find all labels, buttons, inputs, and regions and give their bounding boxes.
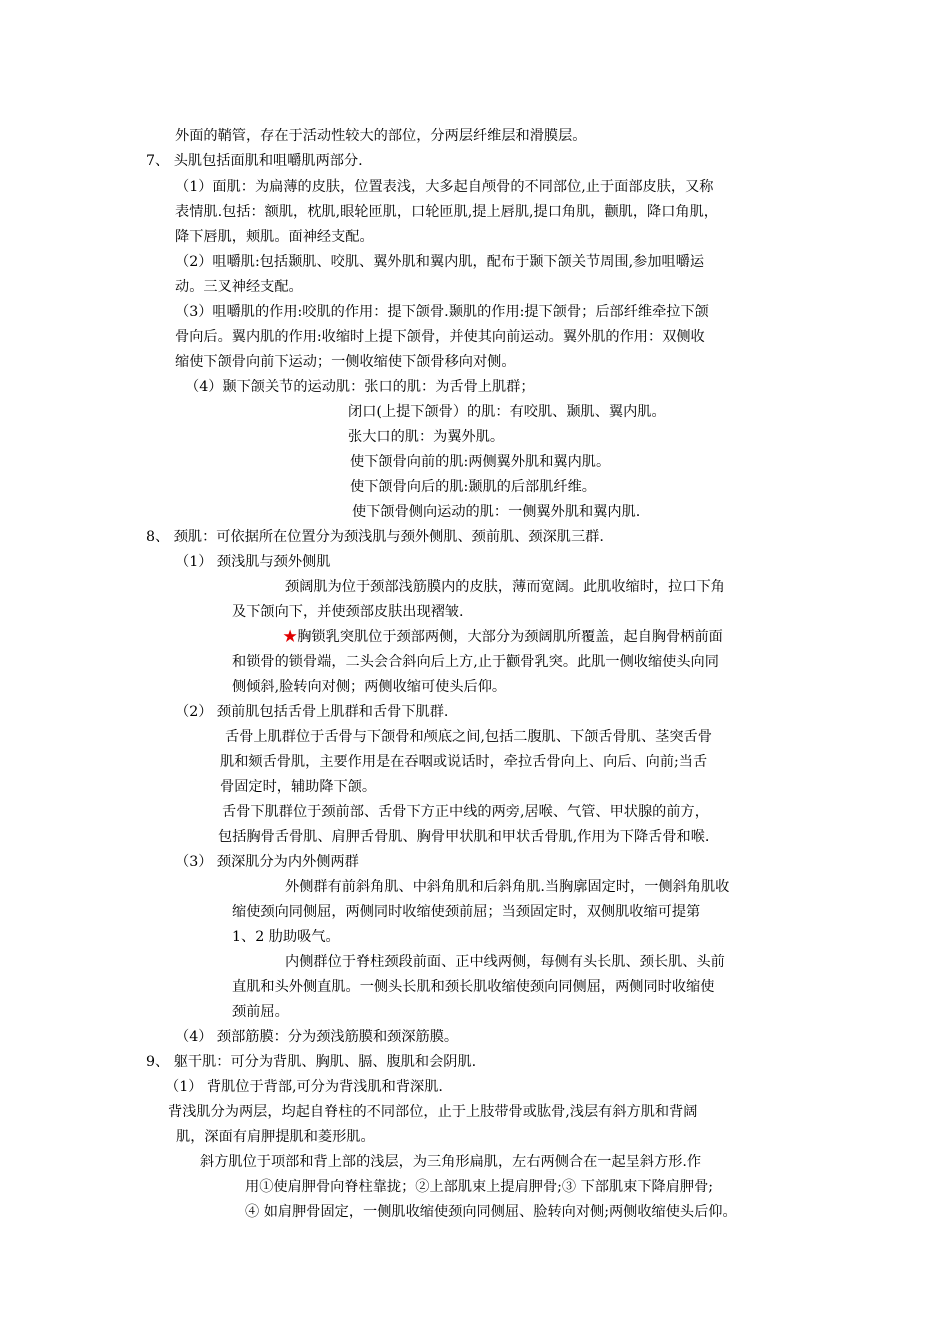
text-line: 和锁骨的锁骨端，二头会合斜向后上方,止于颧骨乳突。此肌一侧收缩使头向同 bbox=[232, 654, 719, 670]
text-line: 缩使颈向同侧屈，两侧同时收缩使颈前屈；当颈固定时，双侧肌收缩可提第 bbox=[232, 904, 701, 920]
section-heading-8: 8、 颈肌：可依据所在位置分为颈浅肌与颈外侧肌、颈前肌、颈深肌三群. bbox=[146, 529, 604, 545]
text-line: 颈前屈。 bbox=[232, 1004, 289, 1020]
text-line: 斜方肌位于项部和背上部的浅层，为三角形扁肌，左右两侧合在一起呈斜方形.作 bbox=[200, 1154, 702, 1170]
sub-heading: （1） 颈浅肌与颈外侧肌 bbox=[175, 554, 331, 570]
text-line: 包括胸骨舌骨肌、肩胛舌骨肌、胸骨甲状肌和甲状舌骨肌,作用为下降舌骨和喉. bbox=[218, 829, 710, 845]
text-line: （4）颞下颌关节的运动肌：张口的肌：为舌骨上肌群； bbox=[185, 379, 535, 395]
section-heading-9: 9、 躯干肌：可分为背肌、胸肌、膈、腹肌和会阴肌. bbox=[146, 1054, 477, 1070]
sub-heading: （1） 背肌位于背部,可分为背浅肌和背深肌. bbox=[165, 1079, 443, 1095]
text-line: （1）面肌：为扁薄的皮肤，位置表浅，大多起自颅骨的不同部位,止于面部皮肤，又称 bbox=[175, 179, 714, 195]
text-line: （3）咀嚼肌的作用:咬肌的作用：提下颌骨.颞肌的作用:提下颌骨；后部纤维牵拉下颌 bbox=[175, 304, 709, 320]
text-line: 侧倾斜,脸转向对侧；两侧收缩可使头后仰。 bbox=[232, 679, 507, 695]
text-line: 肌，深面有肩胛提肌和菱形肌。 bbox=[176, 1129, 375, 1145]
text-line: 外面的鞘管，存在于活动性较大的部位，分两层纤维层和滑膜层。 bbox=[175, 128, 587, 144]
sub-heading: （3） 颈深肌分为内外侧两群 bbox=[175, 854, 359, 870]
text-line: 内侧群位于脊柱颈段前面、正中线两侧，每侧有头长肌、颈长肌、头前 bbox=[285, 954, 725, 970]
text-line: 使下颌骨侧向运动的肌：一侧翼外肌和翼内肌. bbox=[352, 504, 641, 520]
text-line: 直肌和头外侧直肌。一侧头长肌和颈长肌收缩使颈向同侧屈，两侧同时收缩使 bbox=[232, 979, 715, 995]
text-line: 使下颌骨向前的肌:两侧翼外肌和翼内肌。 bbox=[350, 454, 611, 470]
text-line: 缩使下颌骨向前下运动；一侧收缩使下颌骨移向对侧。 bbox=[175, 354, 516, 370]
sub-heading: （4） 颈部筋膜：分为颈浅筋膜和颈深筋膜。 bbox=[175, 1029, 459, 1045]
text-line: 舌骨上肌群位于舌骨与下颌骨和颅底之间,包括二腹肌、下颌舌骨肌、茎突舌骨 bbox=[225, 729, 712, 745]
text-line: 动。三叉神经支配。 bbox=[175, 279, 303, 295]
text-line: 1、2 肋助吸气。 bbox=[232, 929, 340, 945]
text-line: 骨固定时，辅助降下颌。 bbox=[220, 779, 377, 795]
text-line: 背浅肌分为两层，均起自脊柱的不同部位，止于上肢带骨或肱骨,浅层有斜方肌和背阔 bbox=[168, 1104, 698, 1120]
text-line: 用①使肩胛骨向脊柱靠拢；②上部肌束上提肩胛骨;③ 下部肌束下降肩胛骨; bbox=[245, 1179, 714, 1195]
text-line: 降下唇肌，颊肌。面神经支配。 bbox=[175, 229, 374, 245]
text-line: 肌和颏舌骨肌，主要作用是在吞咽或说话时，牵拉舌骨向上、向后、向前;当舌 bbox=[220, 754, 708, 770]
star-icon: ★ bbox=[283, 629, 298, 645]
text-line: 使下颌骨向后的肌:颞肌的后部肌纤维。 bbox=[350, 479, 596, 495]
text-line: 颈阔肌为位于颈部浅筋膜内的皮肤，薄而宽阔。此肌收缩时，拉口下角 bbox=[285, 579, 725, 595]
section-heading-7: 7、 头肌包括面肌和咀嚼肌两部分. bbox=[146, 153, 363, 169]
text-line: ④ 如肩胛骨固定，一侧肌收缩使颈向同侧屈、脸转向对侧;两侧收缩使头后仰。 bbox=[245, 1204, 737, 1220]
text-line: 外侧群有前斜角肌、中斜角肌和后斜角肌.当胸廓固定时，一侧斜角肌收 bbox=[285, 879, 730, 895]
text-line: 及下颌向下，并使颈部皮肤出现褶皱. bbox=[232, 604, 464, 620]
text-line: 闭口(上提下颌骨）的肌：有咬肌、颞肌、翼内肌。 bbox=[348, 404, 666, 420]
text-line: ★胸锁乳突肌位于颈部两侧，大部分为颈阔肌所覆盖，起自胸骨柄前面 bbox=[283, 629, 723, 645]
text-line: （2）咀嚼肌:包括颞肌、咬肌、翼外肌和翼内肌，配布于颞下颌关节周围,参加咀嚼运 bbox=[175, 254, 705, 270]
text-line: 张大口的肌：为翼外肌。 bbox=[348, 429, 505, 445]
sub-heading: （2） 颈前肌包括舌骨上肌群和舌骨下肌群. bbox=[175, 704, 449, 720]
text-line: 表情肌.包括：额肌，枕肌,眼轮匝肌，口轮匝肌,提上唇肌,提口角肌，颧肌，降口角肌， bbox=[175, 204, 718, 220]
text-line: 舌骨下肌群位于颈前部、舌骨下方正中线的两旁,居喉、气管、甲状腺的前方， bbox=[222, 804, 709, 820]
text-line: 骨向后。翼内肌的作用:收缩时上提下颌骨，并使其向前运动。翼外肌的作用：双侧收 bbox=[175, 329, 705, 345]
